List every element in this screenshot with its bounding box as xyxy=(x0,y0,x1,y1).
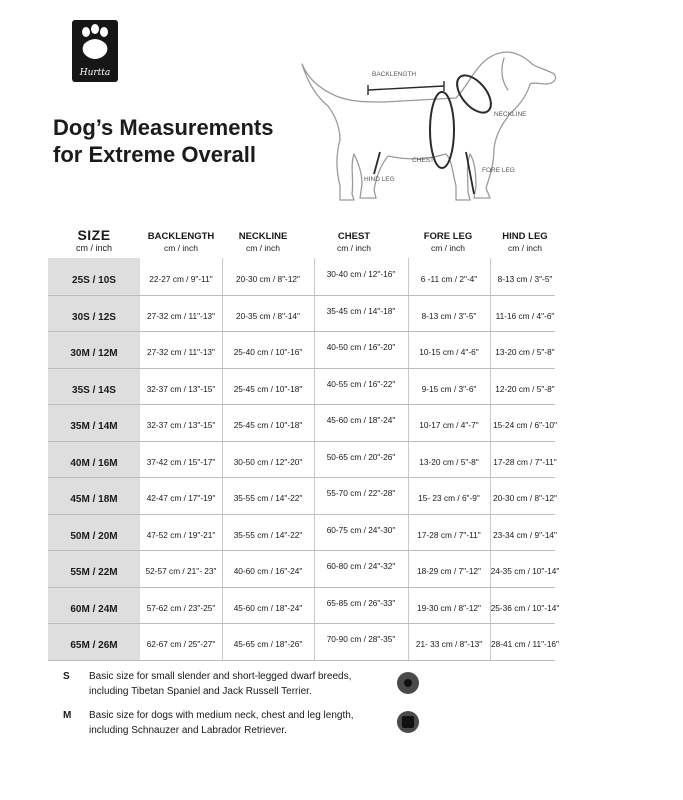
column-header-chest xyxy=(314,231,394,254)
table-row xyxy=(48,258,555,296)
table-cell: 20-35 cm / 8"-14" xyxy=(236,310,300,321)
row-size-label: 30M / 12M xyxy=(70,348,118,359)
column-header-label: HIND LEG xyxy=(502,231,548,242)
row-size-label: 25S / 10S xyxy=(72,275,116,286)
table-cell: 45-60 cm / 18"-24" xyxy=(233,602,303,613)
size-header-label: SIZE xyxy=(77,227,111,243)
table-cell: 50-65 cm / 20"-26" xyxy=(326,451,396,462)
table-cell: 9-15 cm / 3"-6" xyxy=(421,383,477,394)
table-cell: 6 -11 cm / 2"-4" xyxy=(420,274,478,284)
column-header-label: FORE LEG xyxy=(423,231,473,242)
table-cell: 13-20 cm / 5"-8" xyxy=(419,456,479,467)
column-header-unit: cm / inch xyxy=(245,243,280,253)
column-header-unit: cm / inch xyxy=(430,243,465,253)
note-text xyxy=(89,708,399,738)
label-fore-leg: FORE LEG xyxy=(482,167,515,174)
note-line: including Tibetan Spaniel and Jack Russell Terrier. xyxy=(89,686,312,697)
logo-text: Hurtta xyxy=(79,68,111,78)
table-row xyxy=(48,550,560,588)
label-backlength: BACKLENGTH xyxy=(372,71,417,78)
column-header-label: CHEST xyxy=(337,231,371,242)
table-cell: 24-35 cm / 10"-14" xyxy=(490,566,560,576)
row-size-label: 35S / 14S xyxy=(72,384,116,396)
note-line: Basic size for small slender and short-legged dwarf breeds, xyxy=(89,671,352,682)
column-header-unit: cm / inch xyxy=(507,243,542,253)
title-line-1: Dog’s Measurements xyxy=(53,115,274,140)
page-title xyxy=(53,114,273,168)
column-header-unit: cm / inch xyxy=(163,243,198,253)
table-cell: 35-55 cm / 14"-22" xyxy=(233,493,303,503)
table-cell: 52-57 cm / 21"- 23" xyxy=(145,566,217,576)
table-cell: 25-40 cm / 10"-16" xyxy=(233,347,303,357)
table-cell: 25-36 cm / 10"-14" xyxy=(490,602,560,613)
table-cell: 55-70 cm / 22"-28" xyxy=(326,488,396,498)
column-header-fore-leg xyxy=(408,231,488,254)
table-cell: 60-75 cm / 24"-30" xyxy=(326,524,396,535)
label-hind-leg: HIND LEG xyxy=(364,176,395,183)
table-cell: 23-34 cm / 9"-14" xyxy=(493,529,557,540)
table-cell: 10-17 cm / 4"-7" xyxy=(419,420,479,430)
table-row xyxy=(48,477,555,515)
column-header-hind-leg xyxy=(488,231,562,254)
table-cell: 10-15 cm / 4"-6" xyxy=(419,347,479,357)
table-cell: 11-16 cm / 4"-6" xyxy=(495,310,555,321)
hurtta-logo xyxy=(72,20,118,82)
dog-measurement-diagram xyxy=(296,48,566,208)
column-header-label: BACKLENGTH xyxy=(147,231,215,242)
small-size-icon xyxy=(397,672,419,694)
table-cell: 40-55 cm / 16"-22" xyxy=(326,378,396,389)
medium-size-icon xyxy=(397,711,419,733)
label-neckline: NECKLINE xyxy=(494,111,527,118)
row-size-label: 60M / 24M xyxy=(70,603,118,615)
row-size-label: 55M / 22M xyxy=(70,567,118,578)
table-cell: 28-41 cm / 11"-16" xyxy=(491,639,559,649)
table-cell: 22-27 cm / 9"-11" xyxy=(149,274,213,284)
row-size-label: 40M / 16M xyxy=(70,457,118,469)
table-cell: 12-20 cm / 5"-8" xyxy=(495,383,555,394)
table-row xyxy=(48,368,555,406)
table-cell: 30-40 cm / 12"-16" xyxy=(326,269,396,279)
table-cell: 20-30 cm / 8"-12" xyxy=(236,274,300,284)
table-row xyxy=(48,404,555,442)
table-cell: 27-32 cm / 11"-13" xyxy=(147,310,215,321)
table-cell: 17-28 cm / 7"-11" xyxy=(493,456,557,467)
note-line: Basic size for dogs with medium neck, chest and leg length, xyxy=(89,710,354,721)
table-cell: 37-42 cm / 15"-17" xyxy=(146,456,216,467)
table-cell: 62-67 cm / 25"-27" xyxy=(146,639,216,649)
column-header-neckline xyxy=(222,231,304,254)
table-cell: 18-29 cm / 7"-12" xyxy=(417,566,481,576)
table-cell: 65-85 cm / 26"-33" xyxy=(326,597,396,608)
table-cell: 27-32 cm / 11"-13" xyxy=(147,347,215,357)
table-cell: 8-13 cm / 3"-5" xyxy=(421,310,477,321)
table-cell: 32-37 cm / 13"-15" xyxy=(146,383,216,394)
table-cell: 70-90 cm / 28"-35" xyxy=(326,634,396,644)
size-header-unit: cm / inch xyxy=(75,243,112,253)
table-row xyxy=(48,295,555,333)
size-column-header xyxy=(48,228,140,254)
table-cell: 30-50 cm / 12"-20" xyxy=(233,456,303,467)
table-cell: 40-60 cm / 16"-24" xyxy=(233,566,303,576)
table-row xyxy=(48,623,559,661)
dog-outline xyxy=(302,52,556,200)
note-letter: M xyxy=(63,710,72,721)
note-text xyxy=(89,669,399,699)
table-cell: 19-30 cm / 8"-12" xyxy=(417,602,481,613)
table-cell: 60-80 cm / 24"-32" xyxy=(326,561,396,571)
table-cell: 35-55 cm / 14"-22" xyxy=(233,529,303,540)
paw-icon xyxy=(72,20,118,68)
table-cell: 15-24 cm / 6"-10" xyxy=(493,420,557,430)
note-line: including Schnauzer and Labrador Retriever. xyxy=(89,725,287,736)
column-header-backlength xyxy=(140,231,222,254)
table-cell: 35-45 cm / 14"-18" xyxy=(326,305,396,316)
table-cell: 20-30 cm / 8"-12" xyxy=(493,493,557,503)
table-row xyxy=(48,331,555,369)
row-size-label: 35M / 14M xyxy=(70,421,118,432)
table-cell: 40-50 cm / 16"-20" xyxy=(326,342,396,352)
table-cell: 57-62 cm / 23"-25" xyxy=(146,602,216,613)
table-cell: 45-60 cm / 18"-24" xyxy=(326,415,396,425)
table-cell: 15- 23 cm / 6"-9" xyxy=(418,493,480,503)
label-chest: CHEST xyxy=(412,157,435,164)
table-cell: 32-37 cm / 13"-15" xyxy=(146,420,216,430)
row-size-label: 45M / 18M xyxy=(70,494,118,505)
table-cell: 25-45 cm / 10"-18" xyxy=(233,420,303,430)
column-header-label: NECKLINE xyxy=(238,231,288,242)
title-line-2: for Extreme Overall xyxy=(53,142,256,167)
row-size-label: 30S / 12S xyxy=(72,311,116,323)
table-cell: 8-13 cm / 3"-5" xyxy=(497,274,553,284)
row-size-label: 50M / 20M xyxy=(70,530,118,542)
table-cell: 45-65 cm / 18"-26" xyxy=(233,639,303,649)
table-cell: 13-20 cm / 5"-8" xyxy=(495,347,555,357)
table-cell: 47-52 cm / 19"-21" xyxy=(146,529,216,540)
table-cell: 25-45 cm / 10"-18" xyxy=(233,383,303,394)
table-cell: 42-47 cm / 17"-19" xyxy=(146,493,216,503)
table-row xyxy=(48,441,555,479)
table-row xyxy=(48,587,560,625)
table-cell: 17-28 cm / 7"-11" xyxy=(417,529,481,540)
row-size-label: 65M / 26M xyxy=(70,640,118,651)
table-row xyxy=(48,514,555,552)
note-letter: S xyxy=(63,671,70,682)
column-header-unit: cm / inch xyxy=(336,243,371,253)
table-cell: 21- 33 cm / 8"-13" xyxy=(415,639,483,649)
